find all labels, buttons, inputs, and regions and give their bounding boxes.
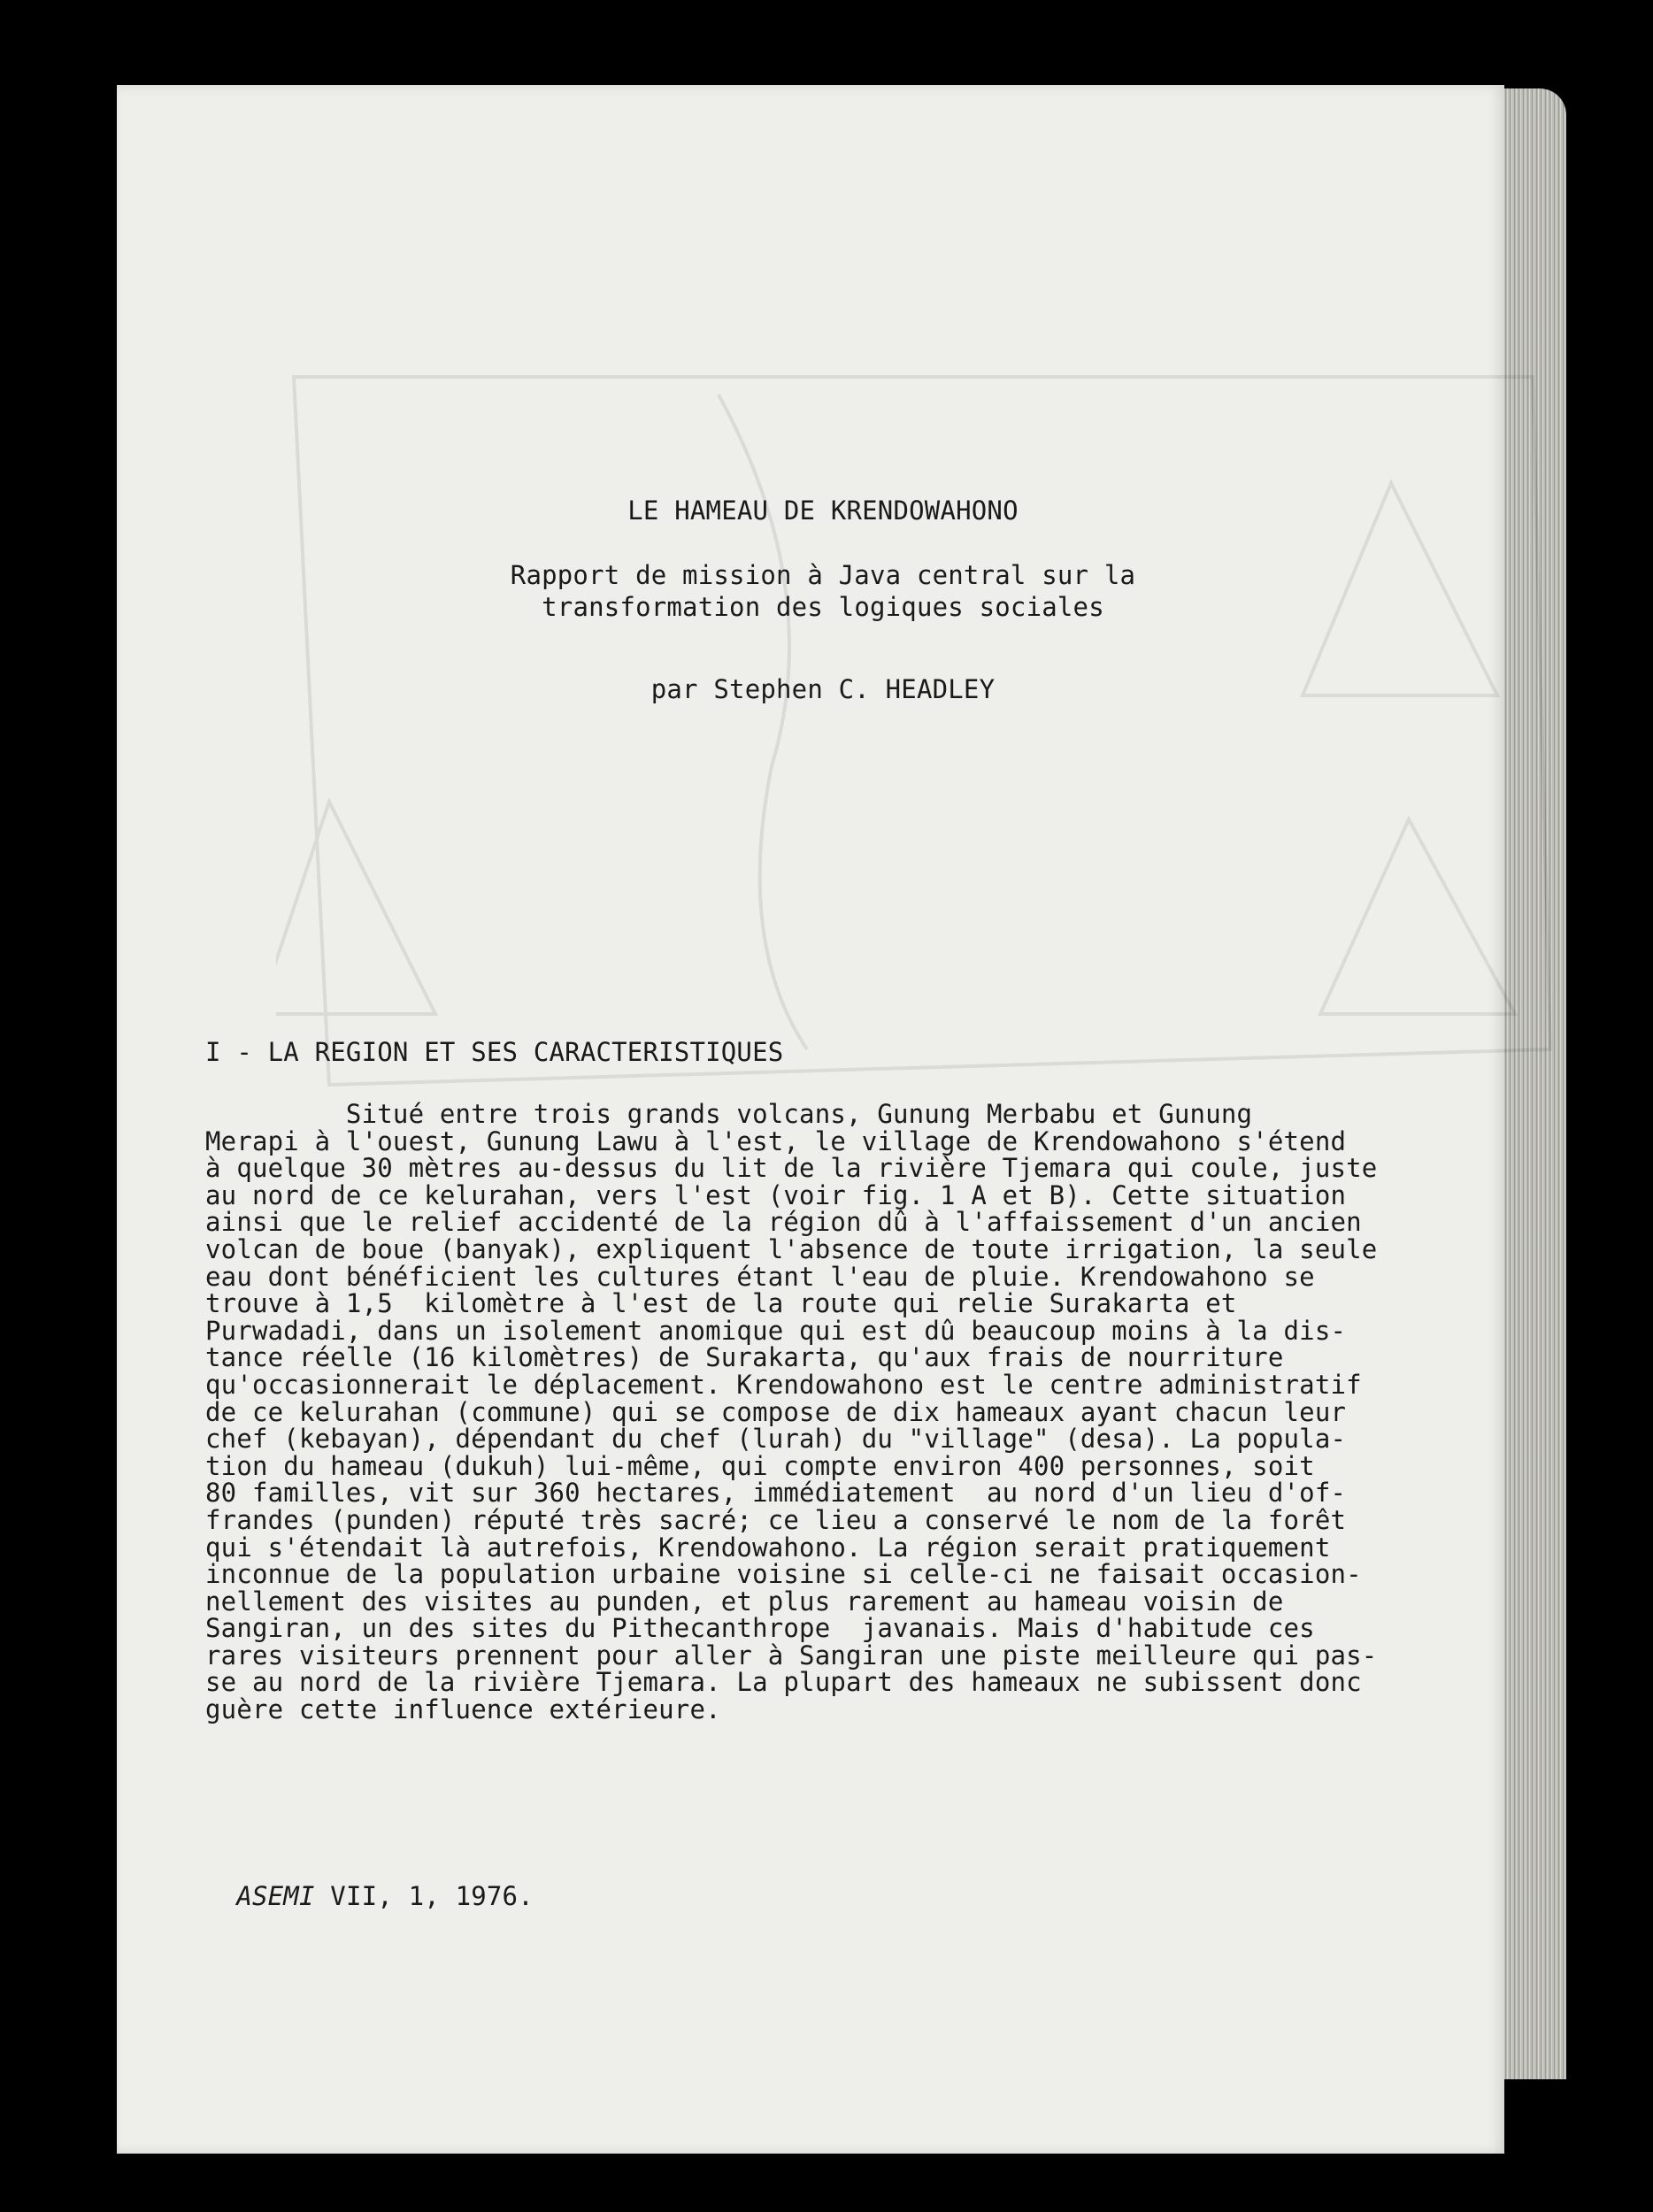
- body-line: eau dont bénéficient les cultures étant l'eau de pluie. Krendowahono se: [205, 1261, 1315, 1292]
- author-byline: par Stephen C. HEADLEY: [650, 674, 996, 704]
- body-line: qu'occasionnerait le déplacement. Krendowahono est le centre administratif: [205, 1369, 1362, 1400]
- body-line: à quelque 30 mètres au-dessus du lit de la rivière Tjemara qui coule, juste: [205, 1153, 1378, 1184]
- body-line: Situé entre trois grands volcans, Gunung Merbabu et Gunung: [205, 1099, 1253, 1129]
- journal-name: ASEMI: [236, 1881, 315, 1911]
- body-line: ainsi que le relief accidenté de la région dû à l'affaissement d'un ancien: [205, 1207, 1362, 1238]
- body-line: tion du hameau (dukuh) lui-même, qui compte environ 400 personnes, soit: [205, 1450, 1315, 1481]
- body-line: Merapi à l'ouest, Gunung Lawu à l'est, le village de Krendowahono s'étend: [205, 1125, 1347, 1156]
- body-line: de ce kelurahan (commune) qui se compose de dix hameaux ayant chacun leur: [205, 1396, 1347, 1427]
- body-line: tance réelle (16 kilomètres) de Surakarta, qu'aux frais de nourriture: [205, 1342, 1284, 1373]
- body-line: inconnue de la population urbaine voisine si celle-ci ne faisait occasion-: [205, 1559, 1362, 1590]
- journal-volume: VII, 1, 1976.: [314, 1881, 534, 1911]
- article-title: LE HAMEAU DE KRENDOWAHONO: [627, 495, 1019, 526]
- citation-footer: [205, 1851, 534, 1911]
- body-line: Purwadadi, dans un isolement anomique qui est dû beaucoup moins à la dis-: [205, 1315, 1347, 1346]
- body-line: nellement des visites au punden, et plus rarement au hameau voisin de: [205, 1586, 1284, 1617]
- section-heading: I - LA REGION ET SES CARACTERISTIQUES: [205, 1037, 784, 1067]
- body-text: [205, 1099, 1378, 1725]
- body-line: rares visiteurs prennent pour aller à Sangiran une piste meilleure qui pas-: [205, 1640, 1378, 1671]
- body-line: se au nord de la rivière Tjemara. La plupart des hameaux ne subissent donc: [205, 1667, 1362, 1698]
- body-line: chef (kebayan), dépendant du chef (lurah) du "village" (desa). La popula-: [205, 1424, 1347, 1455]
- body-line: trouve à 1,5 kilomètre à l'est de la route qui relie Surakarta et: [205, 1288, 1237, 1319]
- article-subtitle: Rapport de mission à Java central sur la transformation des logiques sociales: [510, 560, 1136, 622]
- body-line: volcan de boue (banyak), expliquent l'absence de toute irrigation, la seule: [205, 1233, 1378, 1264]
- body-line: Sangiran, un des sites du Pithecanthrope javanais. Mais d'habitude ces: [205, 1613, 1315, 1644]
- body-line: frandes (punden) réputé très sacré; ce lieu a conservé le nom de la forêt: [205, 1504, 1347, 1535]
- book-page-edges: [1504, 88, 1566, 2079]
- body-line: guère cette influence extérieure.: [205, 1694, 721, 1725]
- body-line: 80 familles, vit sur 360 hectares, immédiatement au nord d'un lieu d'of-: [205, 1478, 1347, 1509]
- body-line: qui s'étendait là autrefois, Krendowahono. La région serait pratiquement: [205, 1532, 1331, 1563]
- body-line: au nord de ce kelurahan, vers l'est (voir fig. 1 A et B). Cette situation: [205, 1179, 1347, 1210]
